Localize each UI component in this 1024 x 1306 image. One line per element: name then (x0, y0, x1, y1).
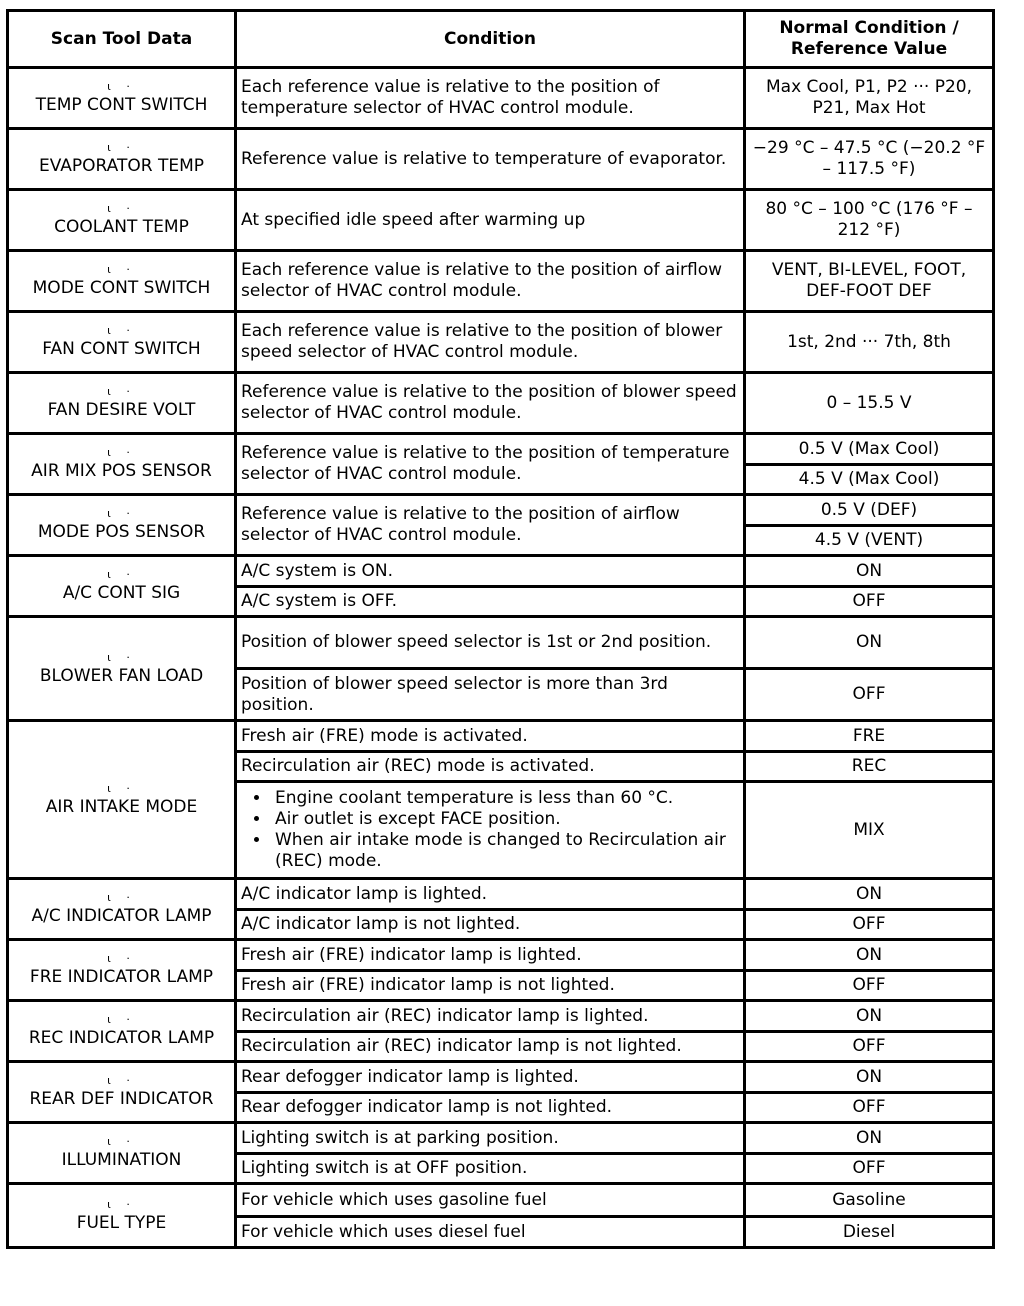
item-cell (8, 312, 236, 373)
item-marks: ι · (107, 568, 136, 581)
table-row (8, 495, 994, 526)
item-marks: ι · (107, 80, 136, 93)
header-scan-tool-data: Scan Tool Data (8, 11, 236, 68)
item-name: A/C INDICATOR LAMP (31, 906, 212, 926)
table-row (8, 251, 994, 312)
condition-cell: Reference value is relative to the position of temperature selector of HVAC control module. (236, 434, 745, 495)
condition-cell: Fresh air (FRE) mode is activated. (236, 721, 745, 752)
item-cell (8, 434, 236, 495)
condition-cell: Each reference value is relative to the position of blower speed selector of HVAC control module. (236, 312, 745, 373)
value-cell: −29 °C – 47.5 °C (−20.2 °F – 117.5 °F) (745, 129, 994, 190)
condition-cell: Recirculation air (REC) mode is activated. (236, 752, 745, 782)
header-condition: Condition (236, 11, 745, 68)
header-reference-value: Normal Condition / Reference Value (745, 11, 994, 68)
value-cell: OFF (745, 971, 994, 1001)
value-cell: REC (745, 752, 994, 782)
condition-cell: Reference value is relative to temperature of evaporator. (236, 129, 745, 190)
item-cell (8, 1062, 236, 1123)
value-cell: OFF (745, 1032, 994, 1062)
value-cell: Max Cool, P1, P2 ··· P20, P21, Max Hot (745, 68, 994, 129)
value-cell: 1st, 2nd ··· 7th, 8th (745, 312, 994, 373)
condition-cell: Recirculation air (REC) indicator lamp is lighted. (236, 1001, 745, 1032)
item-cell (8, 251, 236, 312)
value-cell: 80 °C – 100 °C (176 °F – 212 °F) (745, 190, 994, 251)
value-cell: OFF (745, 1154, 994, 1184)
item-cell (8, 190, 236, 251)
item-marks: ι · (107, 507, 136, 520)
table-row (8, 1062, 994, 1093)
value-cell: OFF (745, 910, 994, 940)
item-name: AIR MIX POS SENSOR (31, 461, 212, 481)
item-name: A/C CONT SIG (62, 583, 181, 603)
table-row (8, 556, 994, 587)
condition-cell: Reference value is relative to the position of airflow selector of HVAC control module. (236, 495, 745, 556)
item-name: FUEL TYPE (76, 1212, 167, 1233)
table-row (8, 1001, 994, 1032)
condition-cell: A/C indicator lamp is lighted. (236, 879, 745, 910)
item-name: FAN DESIRE VOLT (47, 400, 196, 420)
value-cell: 0.5 V (Max Cool) (745, 434, 994, 465)
value-cell: ON (745, 940, 994, 971)
item-name: FAN CONT SWITCH (42, 339, 201, 359)
condition-cell: Recirculation air (REC) indicator lamp is not lighted. (236, 1032, 745, 1062)
value-cell: ON (745, 617, 994, 669)
item-cell (8, 68, 236, 129)
condition-cell: Fresh air (FRE) indicator lamp is lighted. (236, 940, 745, 971)
value-cell: ON (745, 1123, 994, 1154)
table-row (8, 1123, 994, 1154)
item-marks: ι · (107, 952, 136, 965)
item-marks: ι · (107, 141, 136, 154)
condition-cell: Position of blower speed selector is 1st or 2nd position. (236, 617, 745, 669)
value-cell: 0 – 15.5 V (745, 373, 994, 434)
value-cell: Diesel (745, 1217, 994, 1248)
scan-tool-table-wrapper (6, 9, 992, 1249)
value-cell: OFF (745, 587, 994, 617)
value-cell: OFF (745, 1093, 994, 1123)
item-cell (8, 721, 236, 879)
item-cell (8, 940, 236, 1001)
item-marks: ι · (107, 1197, 136, 1211)
item-cell (8, 129, 236, 190)
item-name: MODE CONT SWITCH (32, 278, 211, 298)
item-marks: ι · (107, 385, 136, 398)
item-name: FRE INDICATOR LAMP (29, 967, 214, 987)
item-cell (8, 617, 236, 721)
item-cell (8, 1184, 236, 1248)
value-cell: 4.5 V (Max Cool) (745, 465, 994, 495)
header-row (8, 11, 994, 68)
item-marks: ι · (107, 650, 136, 664)
value-cell: 4.5 V (VENT) (745, 526, 994, 556)
condition-cell: Position of blower speed selector is more than 3rd position. (236, 669, 745, 721)
value-cell: ON (745, 1062, 994, 1093)
table-row (8, 1184, 994, 1217)
value-cell: Gasoline (745, 1184, 994, 1217)
value-cell: ON (745, 1001, 994, 1032)
table-row (8, 879, 994, 910)
item-name: REAR DEF INDICATOR (29, 1089, 214, 1109)
item-name: BLOWER FAN LOAD (39, 665, 204, 686)
list-item: • Air outlet is except FACE position. (271, 809, 739, 830)
condition-cell: Rear defogger indicator lamp is not lighted. (236, 1093, 745, 1123)
item-marks: ι · (107, 781, 136, 795)
list-item: • When air intake mode is changed to Recirculation air (REC) mode. (271, 830, 739, 872)
scan-tool-data-table (6, 9, 995, 1249)
item-name: EVAPORATOR TEMP (38, 156, 204, 176)
condition-cell: Lighting switch is at parking position. (236, 1123, 745, 1154)
condition-cell (236, 782, 745, 879)
value-cell: 0.5 V (DEF) (745, 495, 994, 526)
condition-cell: Lighting switch is at OFF position. (236, 1154, 745, 1184)
item-cell (8, 879, 236, 940)
item-name: ILLUMINATION (61, 1150, 182, 1170)
item-marks: ι · (107, 202, 136, 215)
item-name: TEMP CONT SWITCH (35, 95, 208, 115)
item-marks: ι · (107, 891, 136, 904)
item-marks: ι · (107, 324, 136, 337)
item-name: MODE POS SENSOR (37, 522, 206, 542)
condition-cell: Each reference value is relative to the position of airflow selector of HVAC control module. (236, 251, 745, 312)
value-cell: OFF (745, 669, 994, 721)
item-marks: ι · (107, 1135, 136, 1148)
condition-cell: Reference value is relative to the position of blower speed selector of HVAC control module. (236, 373, 745, 434)
item-marks: ι · (107, 263, 136, 276)
table-row (8, 434, 994, 465)
condition-cell: Rear defogger indicator lamp is lighted. (236, 1062, 745, 1093)
table-row (8, 721, 994, 752)
condition-cell: Fresh air (FRE) indicator lamp is not lighted. (236, 971, 745, 1001)
item-cell (8, 556, 236, 617)
item-name: AIR INTAKE MODE (45, 796, 198, 817)
value-cell: FRE (745, 721, 994, 752)
condition-cell: A/C indicator lamp is not lighted. (236, 910, 745, 940)
condition-cell: At specified idle speed after warming up (236, 190, 745, 251)
list-item: • Engine coolant temperature is less than 60 °C. (271, 788, 739, 809)
table-row (8, 68, 994, 129)
condition-cell: For vehicle which uses gasoline fuel (236, 1184, 745, 1217)
table-row (8, 940, 994, 971)
condition-cell: A/C system is OFF. (236, 587, 745, 617)
item-marks: ι · (107, 1013, 136, 1026)
value-cell: VENT, BI-LEVEL, FOOT, DEF-FOOT DEF (745, 251, 994, 312)
value-cell: ON (745, 879, 994, 910)
item-cell (8, 373, 236, 434)
condition-cell: A/C system is ON. (236, 556, 745, 587)
table-row (8, 312, 994, 373)
table-row (8, 190, 994, 251)
value-cell: MIX (745, 782, 994, 879)
item-marks: ι · (107, 1074, 136, 1087)
condition-bullet-list (241, 788, 739, 872)
table-row (8, 129, 994, 190)
item-marks: ι · (107, 446, 136, 459)
item-cell (8, 495, 236, 556)
table-row (8, 617, 994, 669)
item-name: REC INDICATOR LAMP (28, 1028, 215, 1048)
item-cell (8, 1001, 236, 1062)
condition-cell: Each reference value is relative to the position of temperature selector of HVAC control module. (236, 68, 745, 129)
value-cell: ON (745, 556, 994, 587)
table-row (8, 373, 994, 434)
condition-cell: For vehicle which uses diesel fuel (236, 1217, 745, 1248)
item-name: COOLANT TEMP (54, 217, 189, 237)
item-cell (8, 1123, 236, 1184)
